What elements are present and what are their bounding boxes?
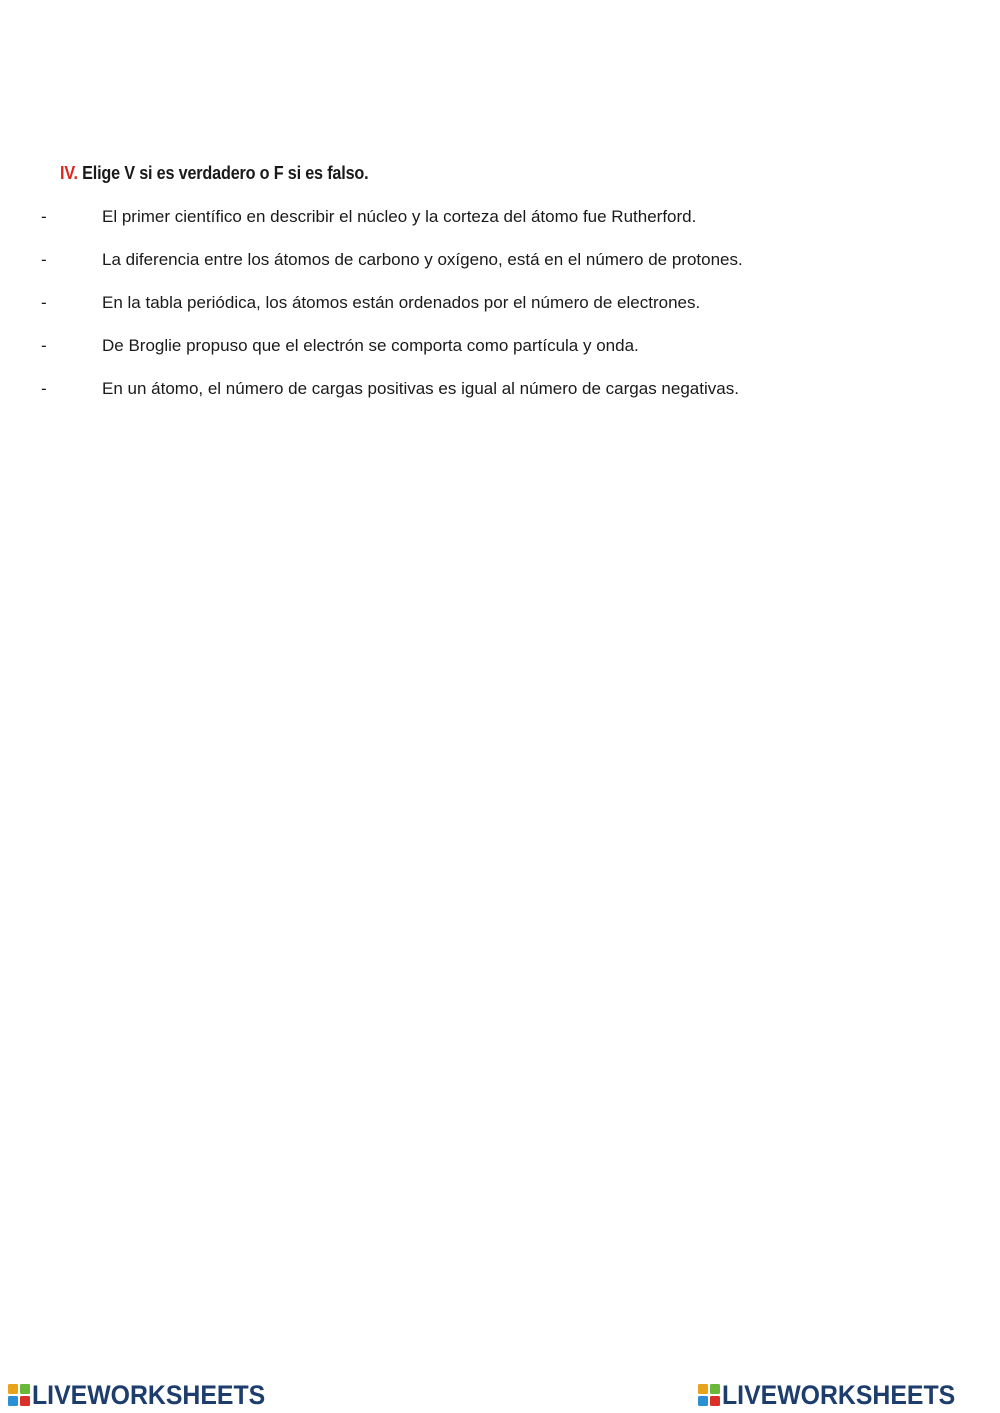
statement-item xyxy=(0,335,1000,378)
footer-logo-right[interactable] xyxy=(698,1380,976,1410)
statement-bullet: - xyxy=(41,250,47,269)
statement-text: La diferencia entre los átomos de carbono y oxígeno, está en el número de protones. xyxy=(102,250,743,269)
liveworksheets-logo-icon xyxy=(698,1384,720,1406)
statement-bullet: - xyxy=(41,207,47,226)
statement-item xyxy=(0,378,1000,421)
statement-item xyxy=(0,206,1000,249)
footer-logo-left[interactable] xyxy=(8,1380,286,1410)
statement-bullet: - xyxy=(41,379,47,398)
section-instruction: Elige V si es verdadero o F si es falso. xyxy=(82,163,369,183)
statement-list xyxy=(0,206,1000,421)
statement-text: En un átomo, el número de cargas positivas es igual al número de cargas negativas. xyxy=(102,379,739,398)
statement-text: De Broglie propuso que el electrón se comporta como partícula y onda. xyxy=(102,336,639,355)
brand-wordmark: LIVEWORKSHEETS xyxy=(722,1379,956,1410)
statement-text: En la tabla periódica, los átomos están ordenados por el número de electrones. xyxy=(102,293,701,312)
statement-item xyxy=(0,292,1000,335)
statement-bullet: - xyxy=(41,336,47,355)
statement-text: El primer científico en describir el núcleo y la corteza del átomo fue Rutherford. xyxy=(102,207,697,226)
statement-item xyxy=(0,249,1000,292)
brand-wordmark: LIVEWORKSHEETS xyxy=(32,1379,266,1410)
statement-bullet: - xyxy=(41,293,47,312)
section-heading xyxy=(60,163,368,184)
liveworksheets-logo-icon xyxy=(8,1384,30,1406)
section-numeral: IV. xyxy=(60,163,78,183)
